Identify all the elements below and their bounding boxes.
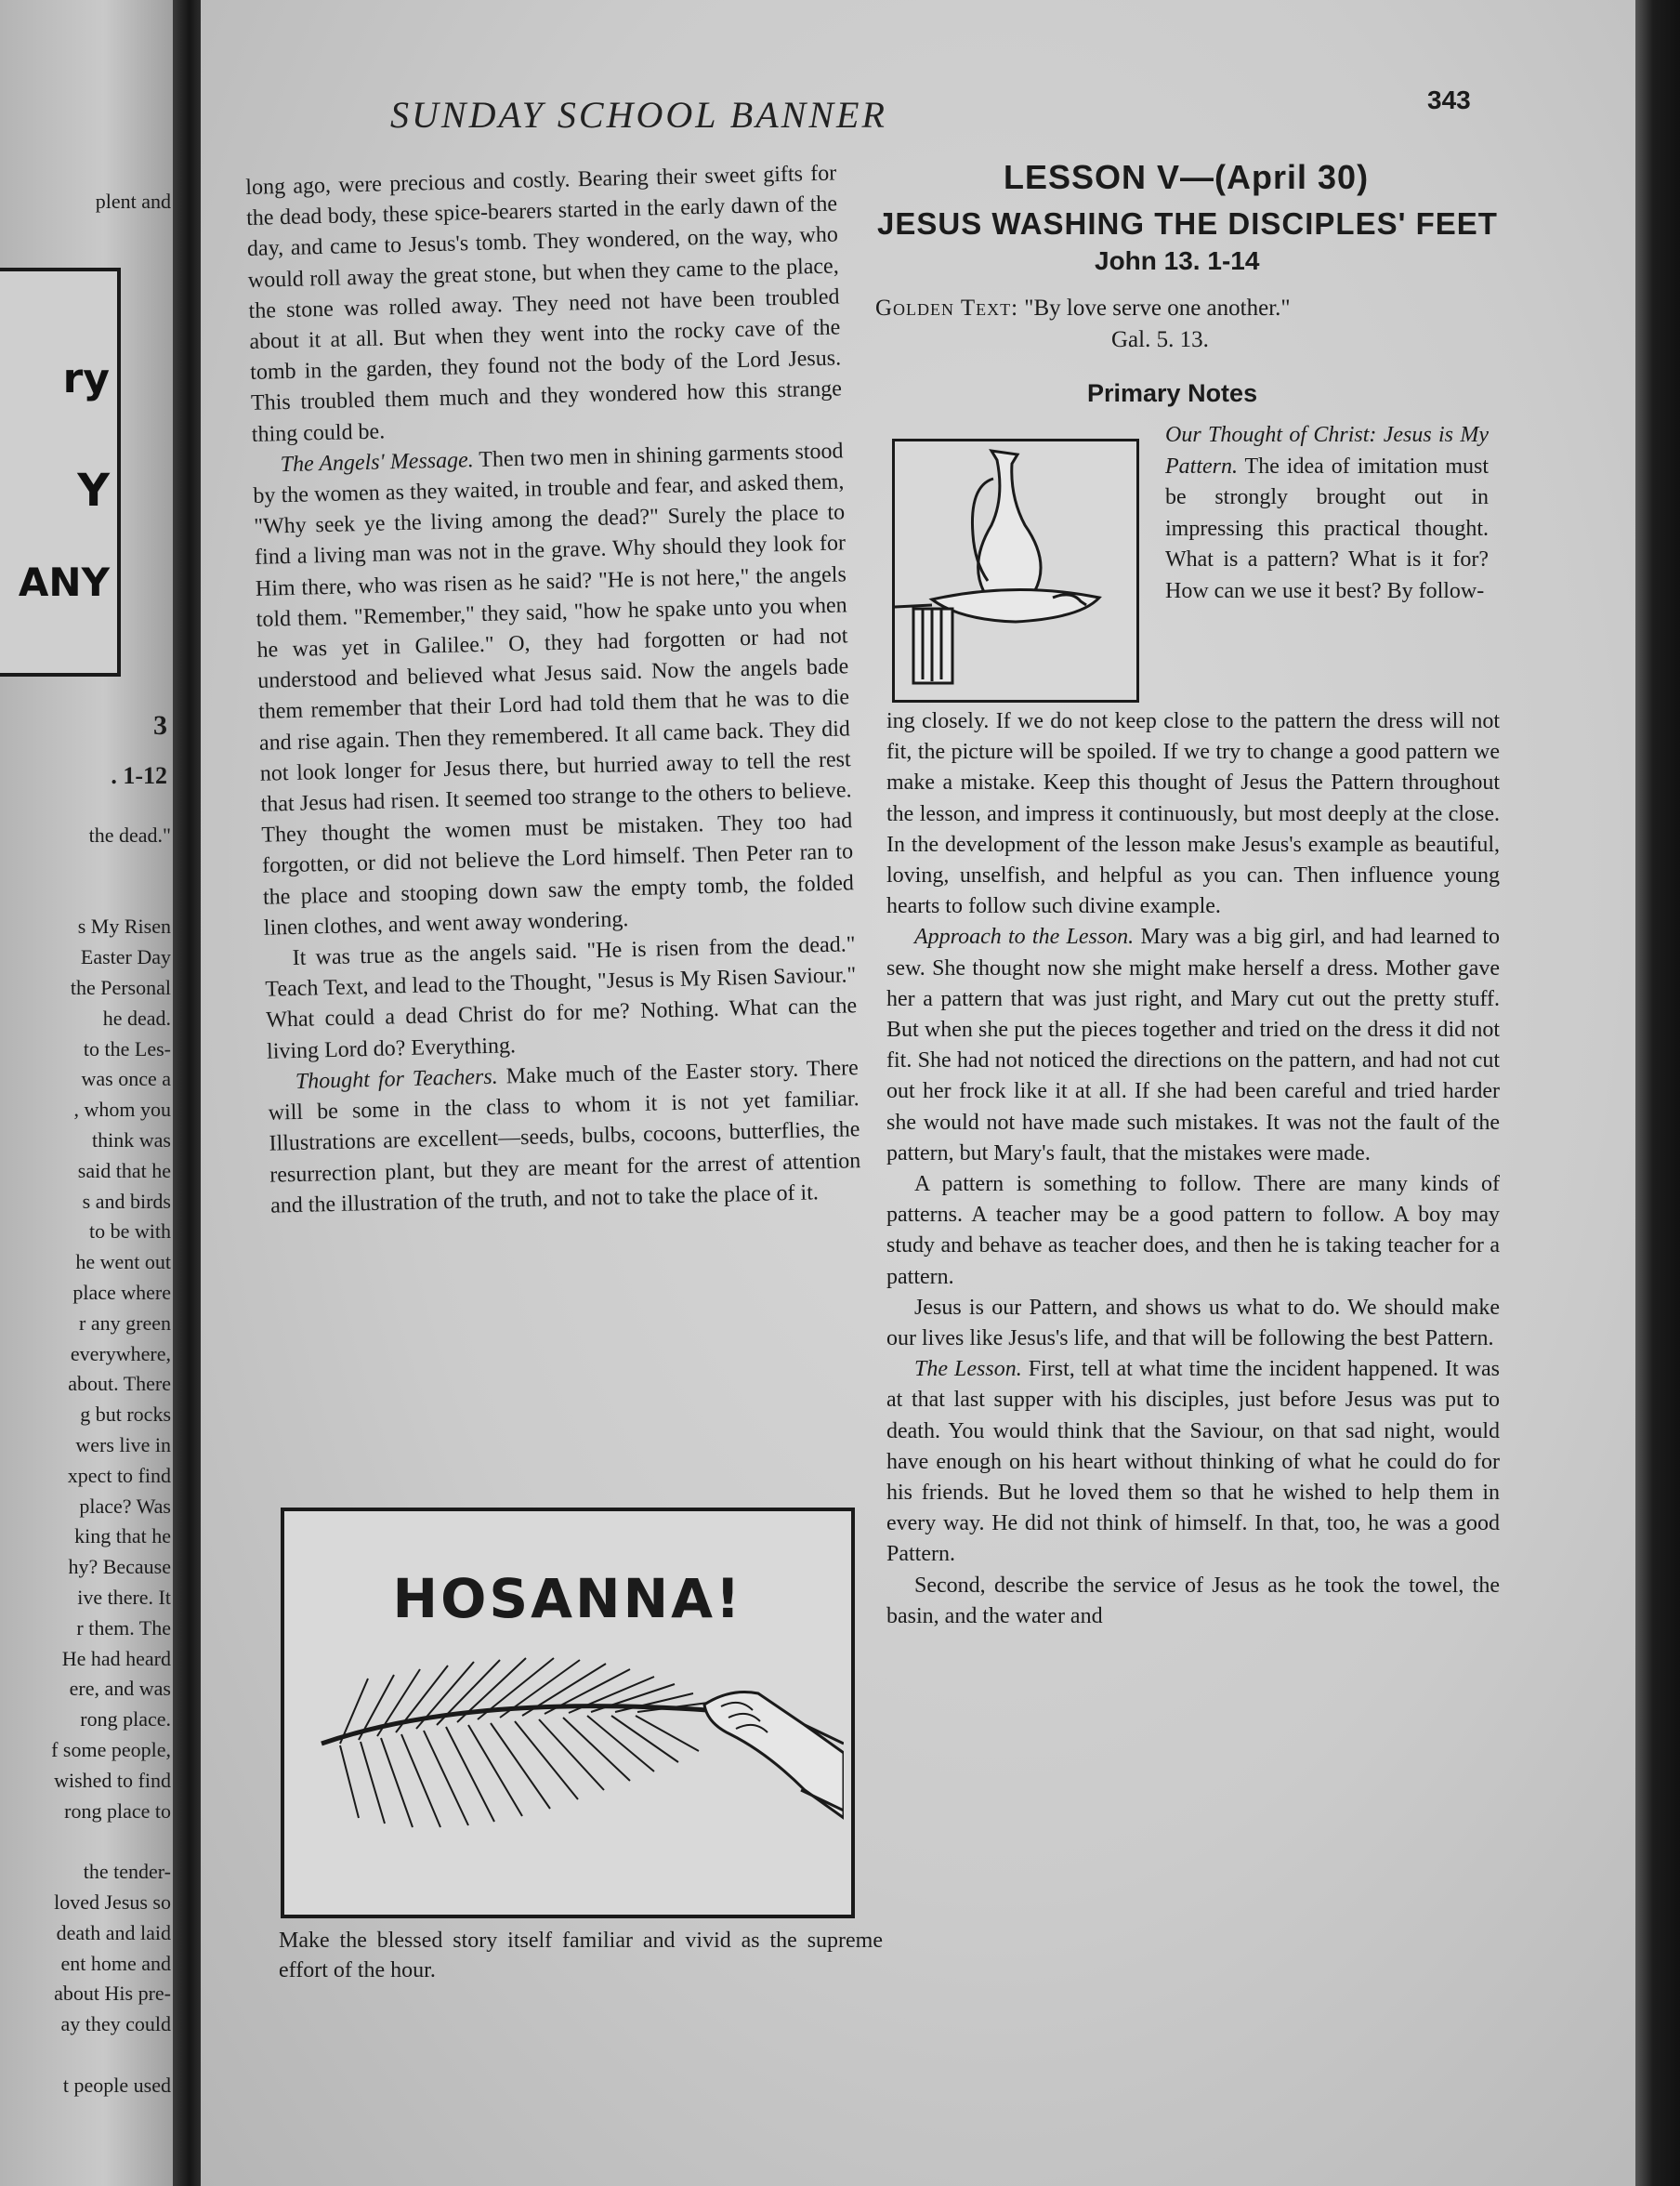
left-page-line: everywhere,	[70, 1341, 171, 1365]
left-page-line: king that he	[74, 1524, 171, 1548]
left-page-heading: . 1-12	[111, 762, 167, 789]
left-page-line: place? Was	[79, 1494, 171, 1518]
paragraph	[886, 1354, 1500, 1570]
left-page-line: s and birds	[82, 1189, 171, 1213]
left-page-box-letters: ry	[62, 355, 110, 402]
illustration-caption: Make the blessed story itself familiar and vivid as the supreme effort of the hour.	[279, 1929, 883, 1982]
paragraph-heading: Thought for Teachers.	[295, 1064, 498, 1094]
left-page-line: about. There	[68, 1372, 171, 1396]
left-page-line: ere, and was	[69, 1677, 171, 1701]
paragraph-body: The idea of imitation must be strongly brought out in impressing this practical thought. What is a pattern? What is it for? How can we use it best? By follow-	[1165, 454, 1489, 603]
left-page-box-letters: Y	[77, 465, 110, 517]
paragraph: Jesus is our Pattern, and shows us what to do. We should make our lives like Jesus's life, and that will be following the best Pattern.	[886, 1295, 1500, 1351]
left-page-advert-box	[0, 268, 121, 677]
left-page-line: plent and	[95, 190, 171, 213]
palm-branch-hand-illustration-icon	[284, 1511, 844, 1907]
page-number: 343	[1427, 86, 1471, 114]
left-page-line: ay they could	[60, 2012, 171, 2036]
left-page-line: g but rocks	[80, 1402, 171, 1427]
left-page-line: rong place.	[80, 1707, 171, 1732]
left-page-line: Easter Day	[80, 945, 171, 969]
page-edge	[1635, 0, 1680, 2186]
left-page-line: hy? Because	[68, 1555, 171, 1579]
paragraph: A pattern is something to follow. There are many kinds of patterns. A teacher may be a good pattern to follow. A boy may study and behave as teacher does, and then he is taking teacher for a pattern.	[886, 1172, 1500, 1289]
left-page-line: said that he	[77, 1158, 171, 1182]
paragraph: Second, describe the service of Jesus as he took the towel, the basin, and the water and	[886, 1573, 1500, 1628]
left-page-line: r them. The	[76, 1615, 171, 1640]
intro-paragraph	[1165, 420, 1489, 607]
left-page-box-letters: ANY	[18, 560, 110, 605]
hosanna-title: HOSANNA!	[392, 1567, 743, 1630]
left-page-line: the Personal	[70, 976, 171, 999]
book-gutter	[173, 0, 201, 2186]
golden-text-reference: Gal. 5. 13.	[1111, 327, 1209, 352]
golden-text	[875, 296, 1291, 322]
left-page-heading: 3	[153, 710, 167, 741]
left-page-line: ent home and	[60, 1951, 171, 1975]
left-page-line: wers live in	[75, 1433, 171, 1456]
left-page-line: wished to find	[54, 1768, 171, 1792]
paragraph	[252, 436, 855, 944]
paragraph-body: Then two men in shining garments stood by the women as they waited, in trouble and fear, and asked them, "Why seek ye the living among the dead?" Surely the place to find a living man was not in the grave. Why should they look for Him there, who was risen as he said? "He is not here," the angels told them. "Remember," they said, "how he spake unto you when he was yet in Galilee." O, they had forgotten or had not understood and believed what Jesus said. Now the angels bade them remember that their Lord had told them that he was to die and rise again. Then they remembered. It all came back. They did not look longer for Jesus there, but hurried away to tell the rest that Jesus had risen. It seemed too strange to the others to believe. They thought the women must be mistaken. They too had forgotten, or did not believe the Lord himself. Then Peter ran to the place and stooping down saw the empty tomb, the folded linen clothes, and went away wondering.	[253, 439, 855, 941]
left-page-line: he went out	[75, 1250, 171, 1274]
paragraph-body: First, tell at what time the incident happened. It was at that last supper with his disciples, just before Jesus was put to death. You would think that the Saviour, on that sad night, would have enough on his heart without thinking of what he could do for his friends. But he loved them so that he wished to help them in every way. He did not think of himself. In that, too, he was a good Pattern.	[886, 1357, 1501, 1567]
paragraph: ing closely. If we do not keep close to the pattern the dress will not fit, the picture will be spoiled. If we try to change a good pattern we make a mistake. Keep this thought of Jesus the Pattern throughout the lesson, and impress it continuously, but most deeply at the close. In the development of the lesson make Jesus's example as beautiful, loving, unselfish, and helpful as you can. Then influence young hearts to follow such divine example.	[886, 709, 1500, 919]
left-page-line: xpect to find	[67, 1463, 171, 1487]
left-page-line: t people used	[62, 2073, 171, 2097]
paragraph-body: Make much of the Easter story. There will be some in the class to whom it is not yet familiar. Illustrations are excellent—seeds, bulbs, cocoons, butterflies, the resurrection plant, but they are meant for the arrest of attention and the illustration of the truth, and not to take the place of it.	[268, 1056, 861, 1218]
left-page-line: to the Les-	[83, 1036, 171, 1060]
left-page-line: the dead."	[88, 823, 171, 847]
paragraph: long ago, were precious and costly. Bearing their sweet gifts for the dead body, these spice-bearers started in the early dawn of the day, and came to Jesus's tomb. They wondered, on the way, who would roll away the great stone, but when they came to the place, the stone was rolled away. They need not have been troubled about it at all. But when they went into the rocky cave of the tomb in the garden, they found not the body of the Lord Jesus. This troubled them much and they wondered how this strange thing could be.	[245, 161, 843, 447]
text-column-left	[245, 158, 861, 1221]
paragraph-heading: Our Thought of Christ: Jesus is My Pattern.	[1165, 423, 1489, 479]
left-page-line: rong place to	[64, 1798, 171, 1823]
primary-notes-heading: Primary Notes	[1087, 379, 1258, 407]
text-column-right	[886, 706, 1500, 1632]
paragraph-heading: The Angels' Message.	[280, 447, 475, 477]
paragraph: It was true as the angels said. "He is risen from the dead." Teach Text, and lead to the Thought, "Jesus is My Risen Saviour." What could a dead Christ do for me? Nothing. What can the living Lord do? Everything.	[265, 932, 858, 1064]
left-page-line: to be with	[89, 1219, 171, 1244]
paragraph-heading: The Lesson.	[914, 1357, 1022, 1382]
left-page-line: He had heard	[61, 1646, 171, 1670]
left-page-line: think was	[92, 1128, 171, 1152]
left-page-line: , whom you	[73, 1098, 171, 1122]
running-title: SUNDAY SCHOOL BANNER	[390, 94, 887, 136]
left-page-line: r any green	[79, 1310, 171, 1335]
left-page-line: the tender-	[83, 1860, 171, 1884]
left-page-line: f some people,	[51, 1738, 171, 1761]
paragraph	[886, 922, 1500, 1169]
paragraph-heading: Approach to the Lesson.	[914, 925, 1135, 950]
left-page-line: he dead.	[102, 1006, 171, 1030]
lesson-reference: John 13. 1-14	[1095, 246, 1260, 275]
left-page-line: loved Jesus so	[54, 1890, 171, 1914]
pitcher-basin-illustration	[892, 439, 1139, 703]
left-page-line: ive there. It	[77, 1586, 171, 1609]
left-page-line: about His pre-	[54, 1982, 171, 2006]
golden-text-quote: "By love serve one another."	[1018, 296, 1291, 321]
paragraph	[268, 1053, 862, 1222]
lesson-subtitle: JESUS WASHING THE DISCIPLES' FEET	[877, 206, 1498, 241]
pitcher-basin-illustration-icon	[895, 441, 1131, 694]
lesson-title: LESSON V—(April 30)	[1004, 158, 1370, 196]
left-page-line: death and laid	[56, 1920, 171, 1944]
left-page-line: place where	[72, 1281, 171, 1304]
hosanna-illustration	[281, 1508, 855, 1918]
left-page-fragment	[0, 0, 173, 2186]
left-page-line: s My Risen	[77, 915, 171, 939]
golden-text-label: Golden Text:	[875, 296, 1019, 321]
paragraph-body: Mary was a big girl, and had learned to sew. She thought now she might make herself a dress. Mother gave her a pattern that was just right, and Mary cut out the pretty stuff. But when she put the pieces together and tried on the dress it did not fit. She had not noticed the directions on the pattern, and had not cut out her frock like it at all. If she had been careful and tried harder she would not have made such mistakes. It was not the fault of the pattern, but Mary's fault, that the mistakes were made.	[886, 925, 1500, 1165]
left-page-line: was once a	[81, 1067, 171, 1091]
